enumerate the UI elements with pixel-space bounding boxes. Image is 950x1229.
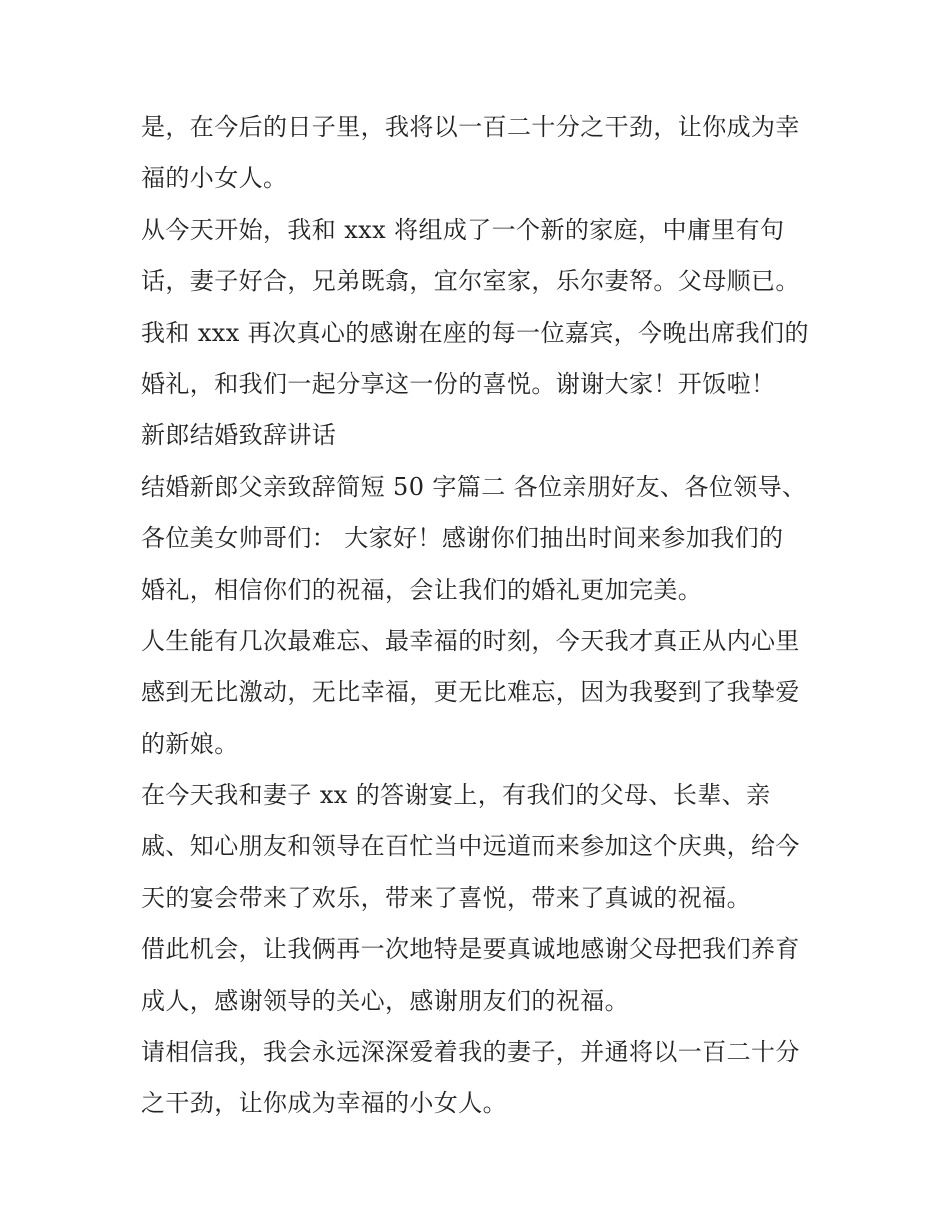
text-line: 婚礼，相信你们的祝福，会让我们的婚礼更加完美。 (141, 575, 703, 604)
text-line: 的新娘。 (141, 729, 239, 758)
document-body (141, 102, 821, 1130)
text-line: 结婚新郎父亲致辞简短 50 字篇二 各位亲朋好友、各位领导、 (141, 472, 807, 501)
text-line: 话，妻子好合，兄弟既翕，宜尔室家，乐尔妻帑。父母顺已。 (141, 267, 800, 296)
text-line: 是，在今后的日子里，我将以一百二十分之干劲，让你成为幸 (141, 113, 800, 141)
text-line: 人生能有几次最难忘、最幸福的时刻，今天我才真正从内心里 (141, 626, 800, 655)
text-line: 戚、知心朋友和领导在百忙当中远道而来参加这个庆典，给今 (141, 832, 800, 861)
text-line: 感到无比激动，无比幸福，更无比难忘，因为我娶到了我挚爱 (141, 678, 800, 707)
text-line: 福的小女人。 (141, 164, 288, 193)
text-line: 从今天开始，我和 xxx 将组成了一个新的家庭，中庸里有句 (141, 215, 785, 244)
text-line: 成人，感谢领导的关心，感谢朋友们的祝福。 (141, 986, 629, 1015)
text-line: 各位美女帅哥们： 大家好！感谢你们抽出时间来参加我们的 (141, 524, 784, 553)
text-line: 天的宴会带来了欢乐，带来了喜悦，带来了真诚的祝福。 (141, 883, 751, 912)
text-line: 借此机会，让我俩再一次地特是要真诚地感谢父母把我们养育 (141, 935, 800, 964)
section-heading: 新郎结婚致辞讲话 (141, 421, 337, 450)
text-line: 之干劲，让你成为幸福的小女人。 (141, 1089, 507, 1118)
text-line: 我和 xxx 再次真心的感谢在座的每一位嘉宾，今晚出席我们的 (141, 318, 809, 347)
text-line: 请相信我，我会永远深深爱着我的妻子，并通将以一百二十分 (141, 1038, 800, 1067)
text-line: 在今天我和妻子 xx 的答谢宴上，有我们的父母、长辈、亲 (141, 781, 771, 810)
text-line: 婚礼，和我们一起分享这一份的喜悦。谢谢大家！开饭啦！ (141, 369, 776, 398)
